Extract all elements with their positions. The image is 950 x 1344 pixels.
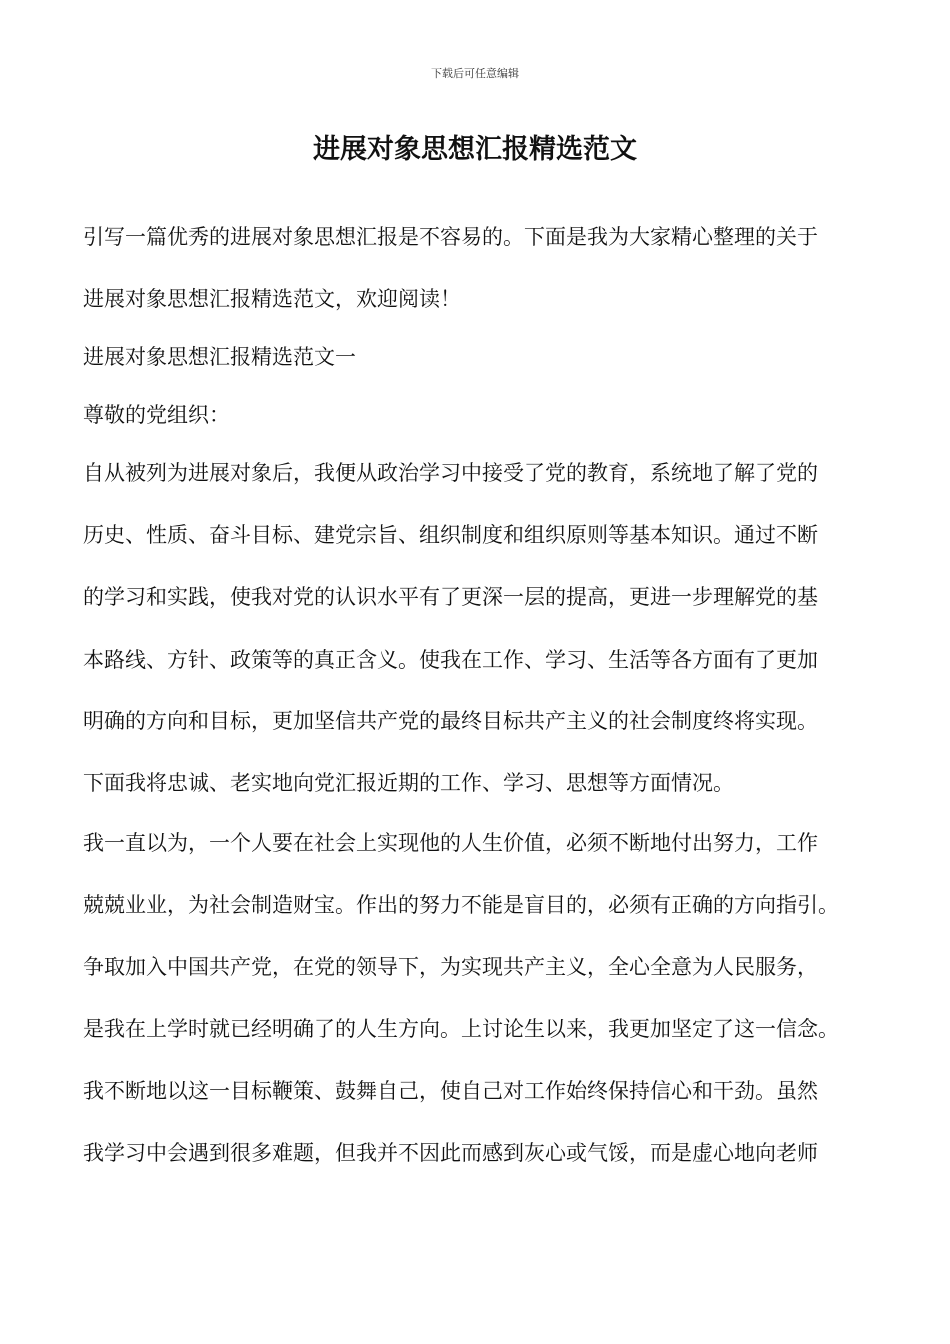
salutation: 尊敬的党组织： [83,403,230,427]
body-line: 我不断地以这一目标鞭策、鼓舞自己，使自己对工作始终保持信心和干劲。虽然 [83,1079,818,1103]
body-line: 本路线、方针、政策等的真正含义。使我在工作、学习、生活等各方面有了更加 [83,648,818,672]
document-title: 进展对象思想汇报精选范文 [313,134,637,165]
body-line: 下面我将忠诚、老实地向党汇报近期的工作、学习、思想等方面情况。 [83,771,734,795]
body-line: 自从被列为进展对象后，我便从政治学习中接受了党的教育，系统地了解了党的 [83,461,818,485]
header-note: 下载后可任意编辑 [431,67,519,80]
body-line: 争取加入中国共产党，在党的领导下，为实现共产主义，全心全意为人民服务， [83,955,818,979]
body-line: 我一直以为，一个人要在社会上实现他的人生价值，必须不断地付出努力，工作 [83,831,818,855]
body-line: 兢兢业业，为社会制造财宝。作出的努力不能是盲目的，必须有正确的方向指引。 [83,893,839,917]
body-line: 明确的方向和目标，更加坚信共产党的最终目标共产主义的社会制度终将实现。 [83,709,818,733]
section-heading: 进展对象思想汇报精选范文一 [83,345,356,369]
body-line: 是我在上学时就已经明确了的人生方向。上讨论生以来，我更加坚定了这一信念。 [83,1017,839,1041]
body-line: 的学习和实践，使我对党的认识水平有了更深一层的提高，更进一步理解党的基 [83,585,818,609]
body-line: 引写一篇优秀的进展对象思想汇报是不容易的。下面是我为大家精心整理的关于 [83,225,818,249]
body-line: 历史、性质、奋斗目标、建党宗旨、组织制度和组织原则等基本知识。通过不断 [83,523,818,547]
body-line: 进展对象思想汇报精选范文，欢迎阅读！ [83,287,461,311]
body-line: 我学习中会遇到很多难题，但我并不因此而感到灰心或气馁，而是虚心地向老师 [83,1141,818,1165]
